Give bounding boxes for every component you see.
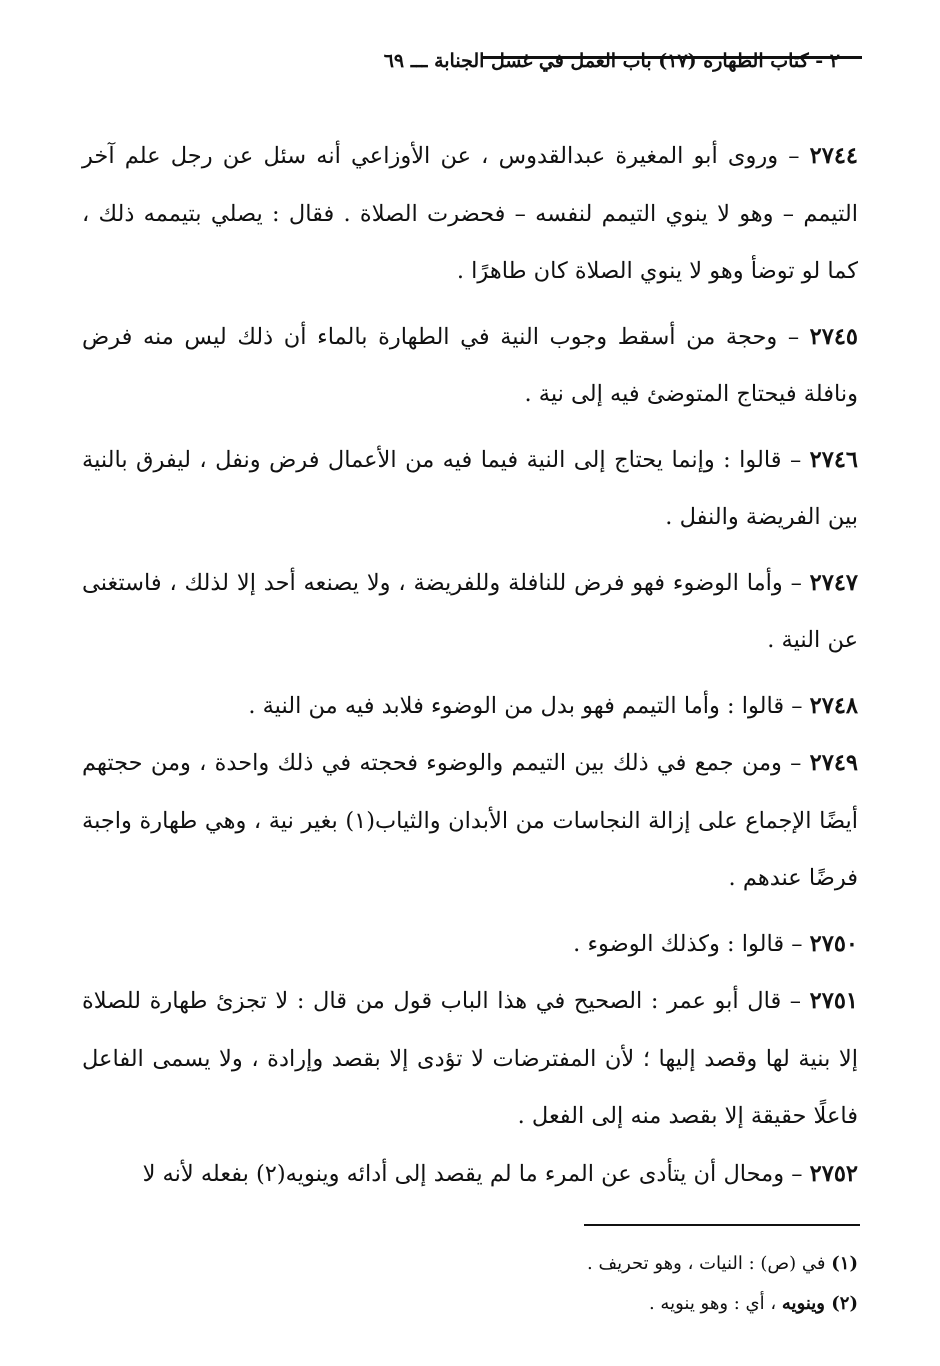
header-rule: [482, 56, 862, 59]
paragraph-2745: [82, 309, 858, 424]
paragraph-number: ٢٧٤٦: [809, 446, 859, 473]
paragraph-2748: [82, 678, 858, 736]
paragraph-text: – ومن جمع في ذلك بين التيمم والوضوء فحجته في ذلك واحدة ، ومن حجتهم أيضًا الإجماع على إزالة النجاسات من الأبدان والثياب(١) بغير نية ، وهي طهارة واجبة فرضًا عندهم .: [82, 750, 858, 891]
paragraph-number: ٢٧٥١: [809, 988, 858, 1014]
paragraph-2750: [82, 916, 858, 974]
paragraph-2749: [82, 735, 858, 908]
paragraph-number: ٢٧٤٤: [809, 143, 859, 169]
paragraph-text: – ومحال أن يتأدى عن المرء ما لم يقصد إلى أدائه وينويه(٢) بفعله لأنه لا: [142, 1160, 803, 1187]
paragraph-2747: [82, 555, 858, 670]
paragraph-number: ٢٧٤٨: [809, 692, 858, 719]
paragraph-2744: [82, 128, 858, 301]
paragraph-text: – قالوا : وأما التيمم فهو بدل من الوضوء فلابد فيه من النية .: [248, 692, 803, 719]
paragraph-text: – وأما الوضوء فهو فرض للنافلة وللفريضة ، ولا يصنعه أحد إلا لذلك ، فاستغنى عن النية .: [82, 569, 858, 653]
paragraph-number: ٢٧٥٢: [809, 1160, 858, 1187]
paragraph-text: – قالوا : وكذلك الوضوء .: [573, 930, 803, 957]
main-text: [82, 128, 858, 1203]
paragraph-text: – وروى أبو المغيرة عبدالقدوس ، عن الأوزاعي أنه سئل عن رجل علم آخر التيمم – وهو لا ينوي التيمم لنفسه – فحضرت الصلاة . فقال : يصلي بتيممه ذلك ، كما لو توضأ وهو لا ينوي الصلاة كان طاهرًا .: [82, 143, 858, 284]
footnote-text: ، أي : وهو ينويه .: [648, 1293, 777, 1314]
paragraph-2751: [82, 973, 858, 1146]
running-header: ٢ - كتاب الطهارة (١٧) باب العمل في غسل الجنابة ـــ ٦٩: [383, 50, 840, 72]
paragraph-number: ٢٧٤٩: [809, 750, 858, 776]
paragraph-text: – وحجة من أسقط وجوب النية في الطهارة بالماء أن ذلك ليس منه فرض ونافلة فيحتاج المتوضئ فيه إلى نية .: [82, 323, 858, 407]
paragraph-number: ٢٧٥٠: [809, 930, 858, 957]
footnote-text: في (ص) : النيات ، وهو تحريف .: [587, 1253, 826, 1274]
footnote-rule: [584, 1224, 860, 1226]
paragraph-text: – قال أبو عمر : الصحيح في هذا الباب قول من قال : لا تجزئ طهارة للصلاة إلا بنية لها وقصد إليها ؛ لأن المفترضات لا تؤدى إلا بقصد وإرادة ، ولا يسمى الفاعل فاعلًا حقيقة إلا بقصد منه إلى الفعل .: [82, 988, 858, 1129]
paragraph-2752: [82, 1146, 858, 1204]
footnote-2: [158, 1284, 858, 1324]
paragraph-number: ٢٧٤٧: [809, 569, 858, 596]
footnote-marker: (١): [831, 1253, 858, 1274]
footnote-1: [158, 1244, 858, 1284]
paragraph-number: ٢٧٤٥: [809, 323, 859, 350]
footnotes: [158, 1244, 858, 1324]
paragraph-2746: [82, 432, 858, 547]
paragraph-text: – قالوا : وإنما يحتاج إلى النية فيما فيه من الأعمال فرض ونفل ، ليفرق بالنية بين الفريضة والنفل .: [82, 446, 858, 530]
footnote-marker: (٢) وينويه: [781, 1293, 858, 1314]
